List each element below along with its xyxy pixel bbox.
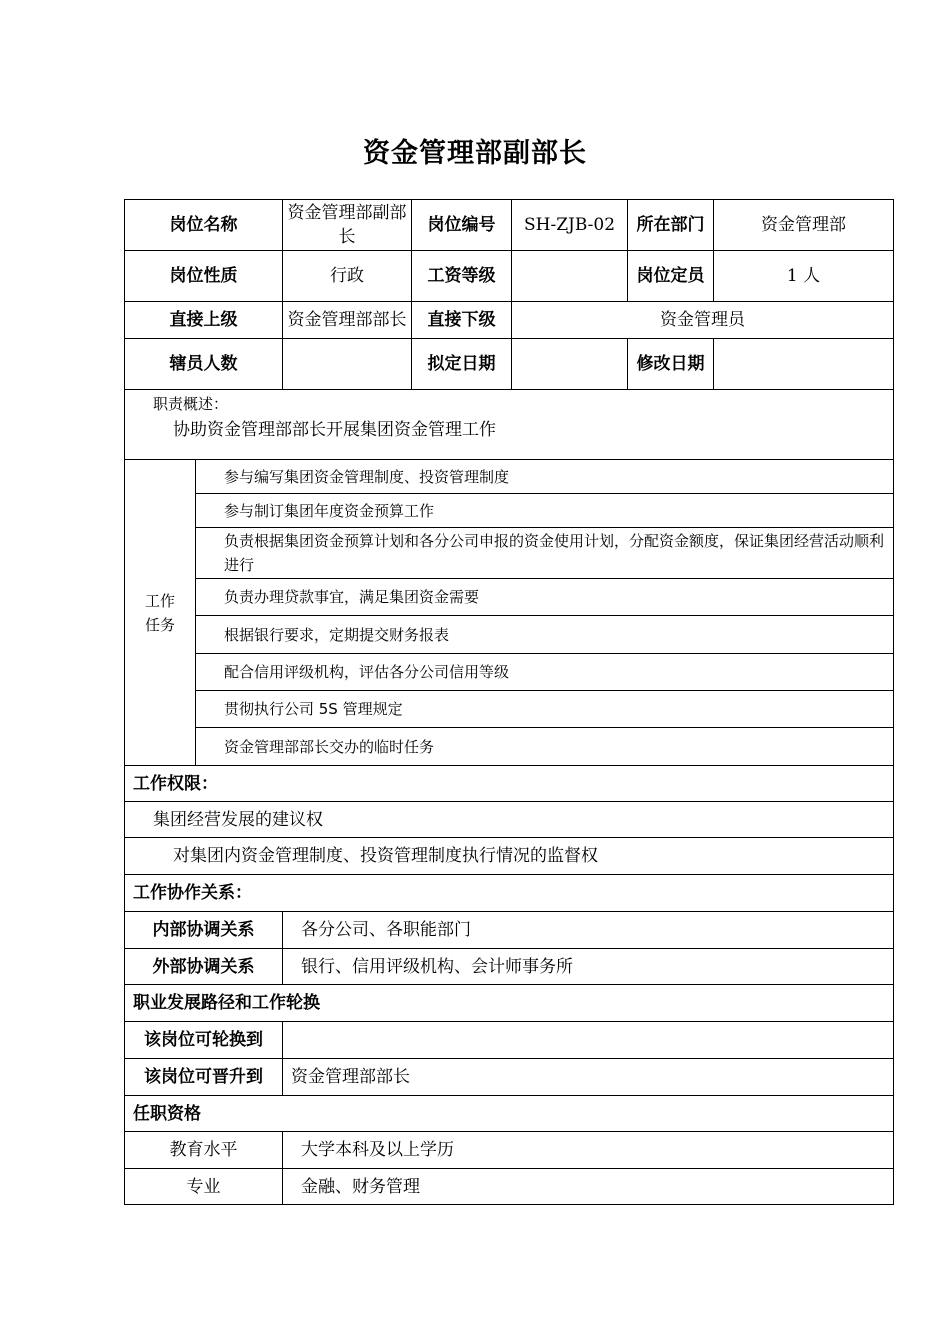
relations-heading: 工作协作关系： [125,875,894,912]
position-nature-label: 岗位性质 [125,251,283,302]
staff-count-label: 辖员人数 [125,339,283,390]
job-description-table [124,199,894,1205]
education-value: 大学本科及以上学历 [283,1132,894,1169]
task-item: 参与制订集团年度资金预算工作 [196,494,894,528]
revise-date-label: 修改日期 [628,339,714,390]
position-code-label: 岗位编号 [412,200,512,251]
draft-date-label: 拟定日期 [412,339,512,390]
summary-text: 协助资金管理部部长开展集团资金管理工作 [173,420,496,440]
summary-cell [125,390,894,460]
authority-item: 集团经营发展的建议权 [125,802,894,838]
rotation-label: 该岗位可轮换到 [125,1022,283,1059]
summary-label: 职责概述： [153,395,229,413]
page-title: 资金管理部副部长 [363,138,587,169]
revise-date-value [714,339,894,390]
task-item: 参与编写集团资金管理制度、投资管理制度 [196,460,894,494]
qualification-heading: 任职资格 [125,1096,894,1132]
task-item: 配合信用评级机构，评估各分公司信用等级 [196,654,894,691]
position-name-value: 资金管理部副部长 [283,200,412,251]
task-item: 负责根据集团资金预算计划和各分公司申报的资金使用计划，分配资金额度，保证集团经营活动顺利进行 [196,528,894,579]
task-item: 资金管理部部长交办的临时任务 [196,728,894,766]
external-relations-value: 银行、信用评级机构、会计师事务所 [283,949,894,985]
direct-superior-value: 资金管理部部长 [283,302,412,339]
rotation-value [283,1022,894,1059]
draft-date-value [512,339,628,390]
major-value: 金融、财务管理 [283,1169,894,1205]
promotion-value: 资金管理部部长 [283,1059,894,1096]
direct-subordinate-label: 直接下级 [412,302,512,339]
position-nature-value: 行政 [283,251,412,302]
task-item: 负责办理贷款事宜，满足集团资金需要 [196,579,894,616]
major-label: 专业 [125,1169,283,1205]
staff-count-value [283,339,412,390]
authority-item: 对集团内资金管理制度、投资管理制度执行情况的监督权 [125,838,894,875]
internal-relations-label: 内部协调关系 [125,912,283,949]
direct-superior-label: 直接上级 [125,302,283,339]
task-item: 贯彻执行公司 5S 管理规定 [196,691,894,728]
education-label: 教育水平 [125,1132,283,1169]
task-item: 根据银行要求，定期提交财务报表 [196,616,894,654]
authority-heading: 工作权限： [125,766,894,802]
salary-grade-value [512,251,628,302]
external-relations-label: 外部协调关系 [125,949,283,985]
internal-relations-value: 各分公司、各职能部门 [283,912,894,949]
salary-grade-label: 工资等级 [412,251,512,302]
tasks-label: 工作任务 [125,460,196,766]
department-value: 资金管理部 [714,200,894,251]
headcount-value: 1 人 [714,251,894,302]
promotion-label: 该岗位可晋升到 [125,1059,283,1096]
department-label: 所在部门 [628,200,714,251]
position-name-label: 岗位名称 [125,200,283,251]
direct-subordinate-value: 资金管理员 [512,302,894,339]
position-code-value: SH-ZJB-02 [512,200,628,251]
career-heading: 职业发展路径和工作轮换 [125,985,894,1022]
headcount-label: 岗位定员 [628,251,714,302]
